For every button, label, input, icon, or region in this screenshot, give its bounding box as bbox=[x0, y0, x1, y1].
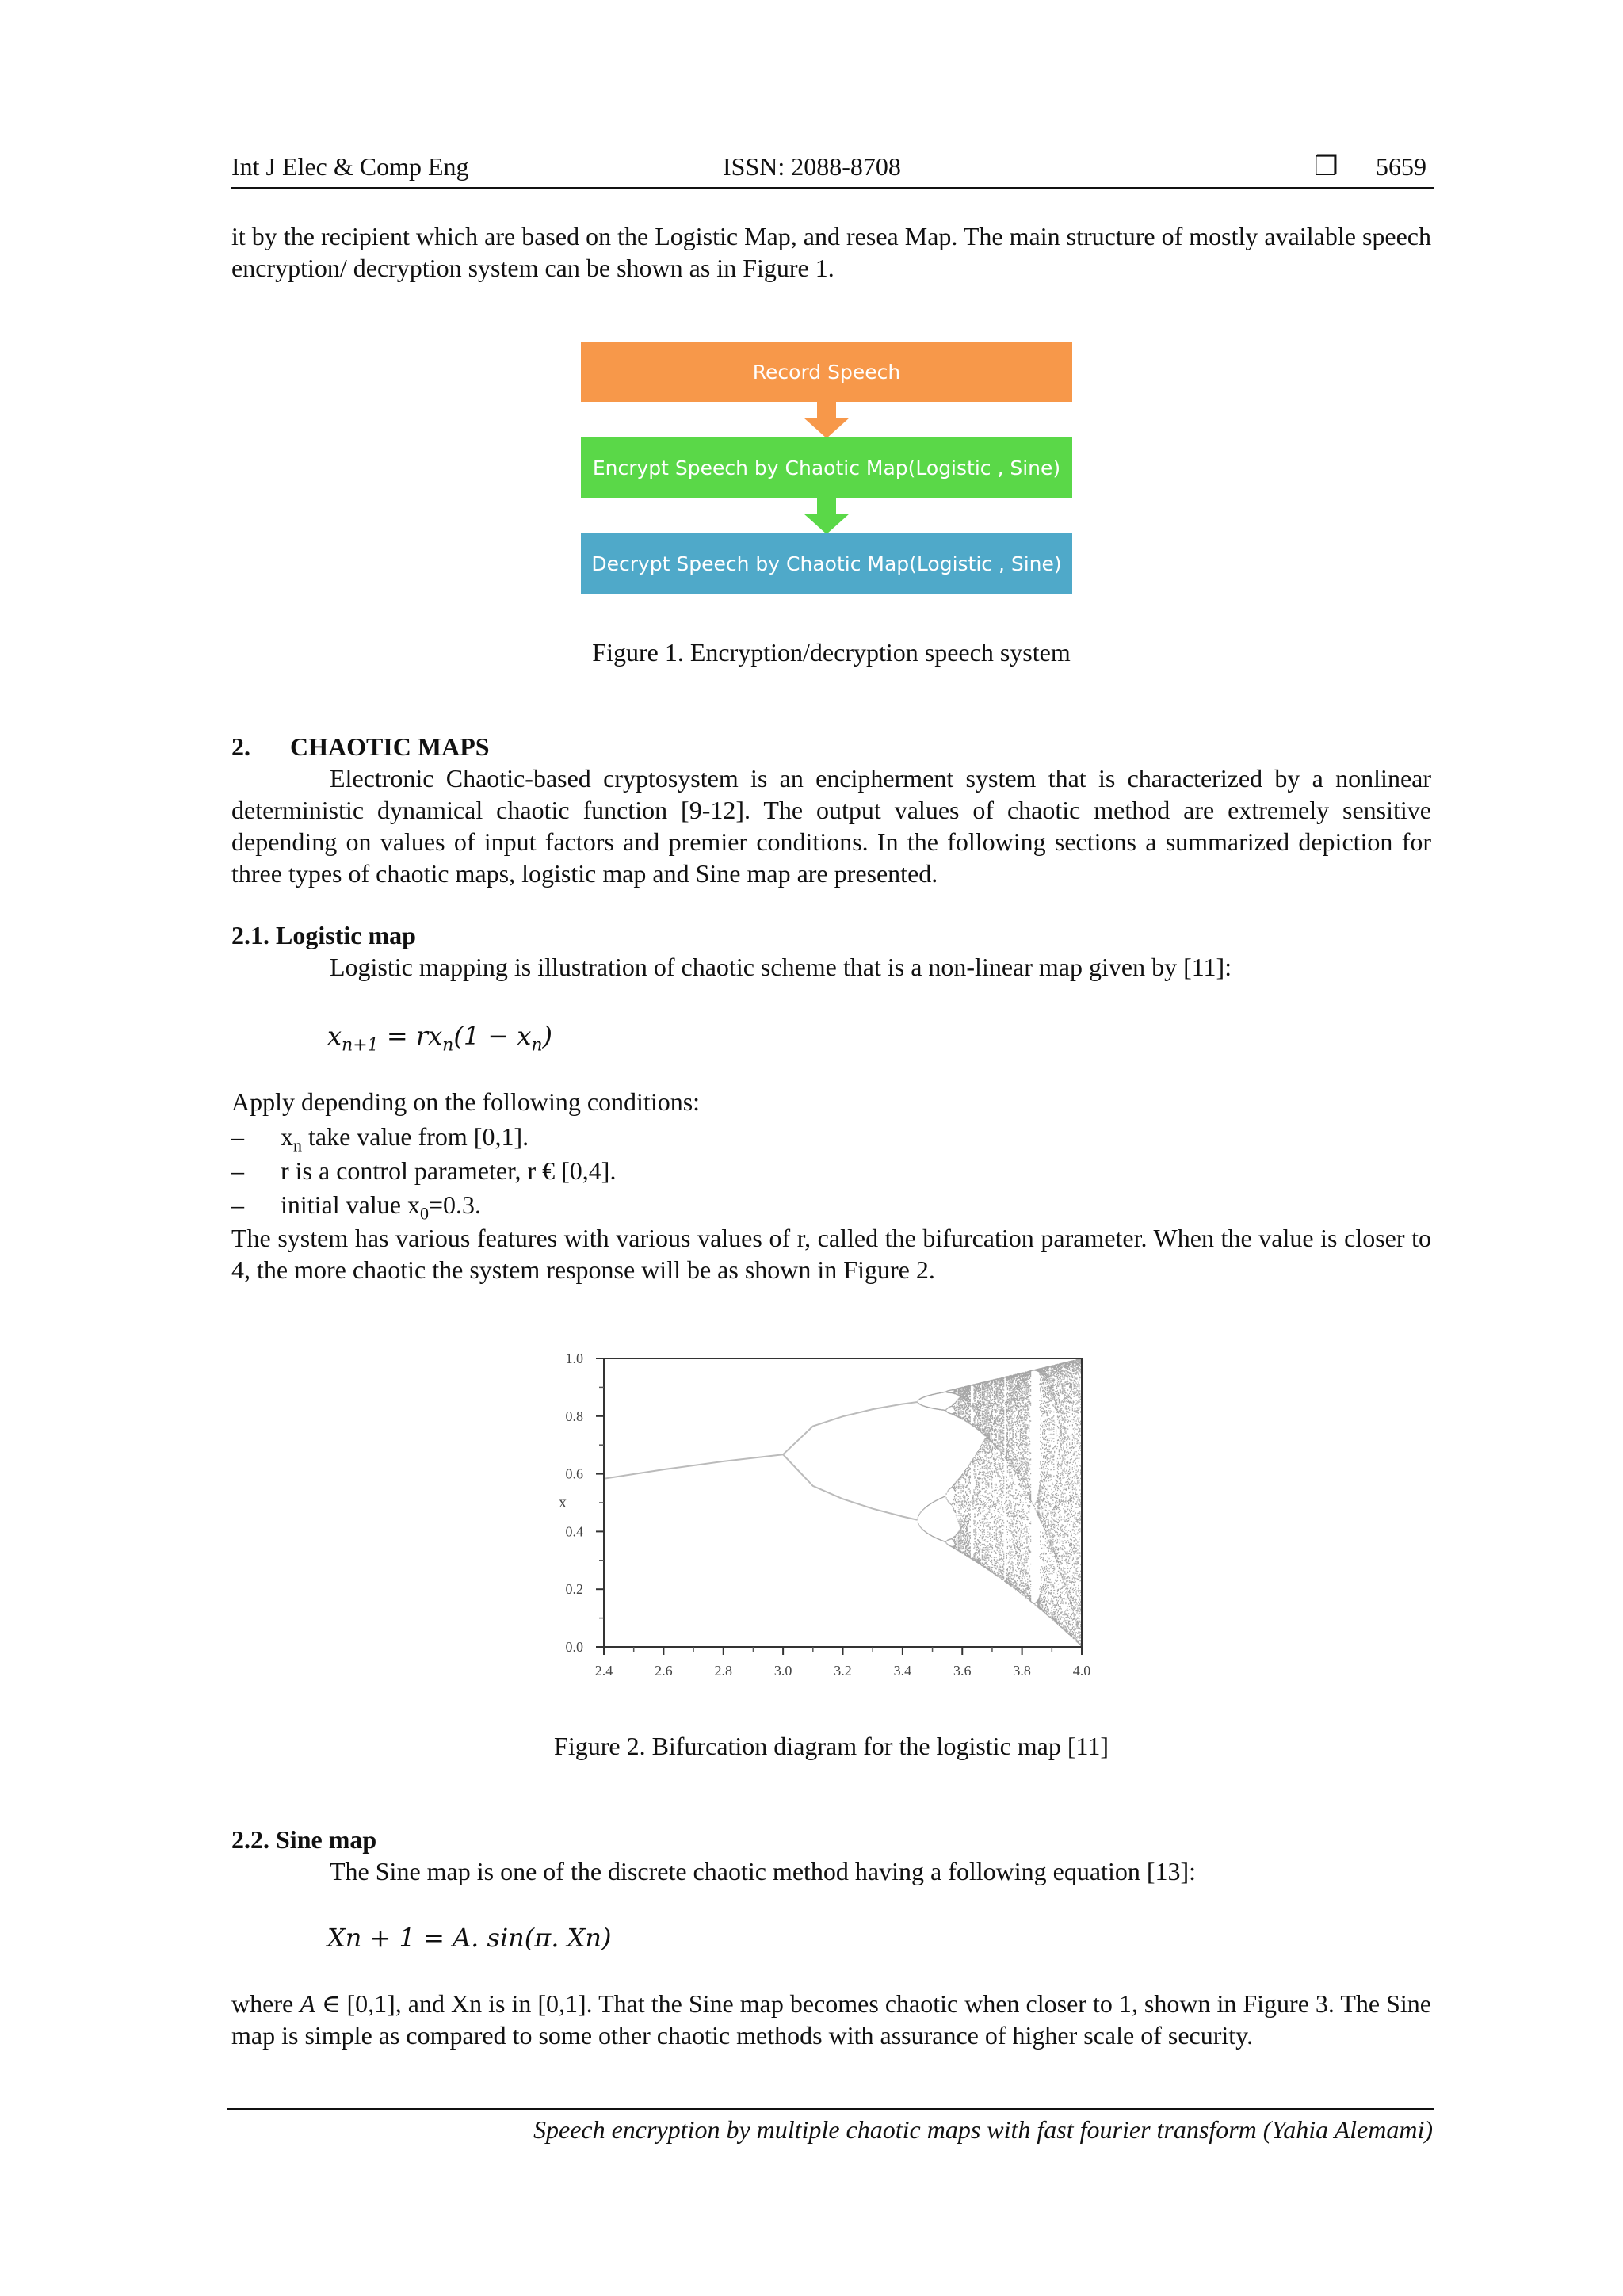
eq-sub: n bbox=[442, 1035, 454, 1056]
eq-part: x bbox=[327, 1021, 342, 1051]
para-var: A bbox=[300, 1989, 315, 2018]
para-text: ∈ [0,1], and Xn is in [0,1]. That the Sine map becomes chaotic when closer to 1, shown in Figure 3. The Sine map is simple as compared to some other chaotic methods with assurance of higher scale of security. bbox=[231, 1989, 1432, 2050]
condition-text: take value from [0,1]. bbox=[302, 1122, 529, 1151]
x-tick-label: 3.6 bbox=[953, 1663, 972, 1679]
bifurcation-branch bbox=[604, 1454, 783, 1479]
subsection-title: 2.1. Logistic map bbox=[231, 921, 416, 949]
x-tick-label: 3.4 bbox=[893, 1663, 912, 1679]
dash-bullet: – bbox=[231, 1190, 244, 1219]
header-rule bbox=[231, 187, 1434, 189]
logistic-equation bbox=[327, 1020, 552, 1061]
x-tick-label: 3.0 bbox=[773, 1663, 792, 1679]
condition-text: initial value x bbox=[281, 1190, 420, 1219]
eq-part: ) bbox=[542, 1021, 553, 1051]
bifurcation-points bbox=[918, 1358, 1083, 1646]
x-tick-label: 4.0 bbox=[1072, 1663, 1091, 1679]
eq-sub: n bbox=[531, 1035, 543, 1056]
subsection-title: 2.2. Sine map bbox=[231, 1825, 377, 1854]
eq-part: = rx bbox=[378, 1021, 443, 1051]
section-number: 2. bbox=[231, 732, 250, 761]
y-axis-label: x bbox=[559, 1494, 567, 1511]
y-tick-label: 0.6 bbox=[565, 1465, 583, 1482]
x-tick-label: 2.4 bbox=[594, 1663, 613, 1679]
dash-bullet: – bbox=[231, 1156, 244, 1185]
sine-equation: Xn + 1 = A. sin(π. Xn) bbox=[327, 1923, 612, 1953]
down-arrow-icon bbox=[804, 498, 850, 534]
sine-after-paragraph bbox=[231, 1988, 1431, 2051]
sine-paragraph: The Sine map is one of the discrete chaotic method having a following equation [13]: bbox=[330, 1857, 1197, 1885]
journal-name: Int J Elec & Comp Eng bbox=[231, 152, 469, 181]
conditions-intro: Apply depending on the following conditions: bbox=[231, 1087, 701, 1116]
section-title: CHAOTIC MAPS bbox=[290, 732, 490, 761]
y-tick-label: 0.0 bbox=[565, 1639, 583, 1655]
intro-paragraph: it by the recipient which are based on the Logistic Map, and resea Map. The main structure of mostly available speech encryption/ decryption system can be shown as in Figure 1. bbox=[231, 222, 1431, 282]
bifurcation-chart bbox=[547, 1341, 1117, 1694]
y-tick-label: 1.0 bbox=[565, 1350, 583, 1366]
bifurcation-paragraph: The system has various features with various values of r, called the bifurcation parameter. When the value is closer to 4, the more chaotic the system response will be as shown in Figure 2. bbox=[231, 1224, 1431, 1284]
y-tick-label: 0.4 bbox=[565, 1523, 583, 1540]
condition-sub: 0 bbox=[419, 1203, 429, 1224]
flow-step-encrypt bbox=[581, 437, 1072, 498]
flow-step-label: Record Speech bbox=[752, 360, 901, 384]
footer-rule bbox=[227, 2108, 1434, 2110]
page-number: 5659 bbox=[1376, 152, 1426, 181]
bifurcation-branch bbox=[783, 1454, 918, 1520]
arrow-shape bbox=[804, 402, 850, 438]
x-tick-label: 3.8 bbox=[1013, 1663, 1031, 1679]
figure1-caption: Figure 1. Encryption/decryption speech system bbox=[592, 638, 1071, 667]
condition-sub: n bbox=[293, 1135, 302, 1156]
issn: ISSN: 2088-8708 bbox=[723, 152, 901, 181]
bifurcation-branch bbox=[783, 1402, 918, 1454]
box-icon: ❒ bbox=[1314, 151, 1338, 182]
flow-step-label: Encrypt Speech by Chaotic Map(Logistic , Sine) bbox=[592, 456, 1061, 479]
dash-bullet: – bbox=[231, 1122, 244, 1151]
eq-part: (1 − x bbox=[453, 1021, 532, 1051]
x-tick-label: 2.8 bbox=[714, 1663, 732, 1679]
condition-text: r is a control parameter, r € [0,4]. bbox=[281, 1156, 617, 1185]
flow-step-label: Decrypt Speech by Chaotic Map(Logistic , Sine) bbox=[591, 552, 1062, 575]
x-tick-label: 2.6 bbox=[655, 1663, 673, 1679]
condition-text: =0.3. bbox=[428, 1190, 481, 1219]
y-tick-label: 0.2 bbox=[565, 1581, 583, 1598]
logistic-paragraph: Logistic mapping is illustration of chaotic scheme that is a non-linear map given by [11]: bbox=[330, 953, 1232, 981]
arrow-shape bbox=[804, 498, 850, 534]
figure2-caption: Figure 2. Bifurcation diagram for the logistic map [11] bbox=[554, 1732, 1109, 1760]
flow-step-record bbox=[581, 342, 1072, 402]
footer-text: Speech encryption by multiple chaotic maps with fast fourier transform (Yahia Alemami) bbox=[533, 2115, 1433, 2144]
condition-text: x bbox=[281, 1122, 293, 1151]
section2-paragraph: Electronic Chaotic-based cryptosystem is an encipherment system that is characterized by a nonlinear deterministic dynamical chaotic function [9-12]. The output values of chaotic method are extremely sensitive depending on values of input factors and premier conditions. In the following sections a summarized depiction for three types of chaotic maps, logistic map and Sine map are presented. bbox=[231, 764, 1431, 888]
eq-sub: n+1 bbox=[342, 1035, 379, 1056]
down-arrow-icon bbox=[804, 402, 850, 438]
x-tick-label: 3.2 bbox=[834, 1663, 852, 1679]
para-text: where bbox=[231, 1989, 300, 2018]
y-tick-label: 0.8 bbox=[565, 1408, 583, 1424]
condition-item bbox=[231, 1155, 616, 1186]
flow-step-decrypt bbox=[581, 533, 1072, 594]
